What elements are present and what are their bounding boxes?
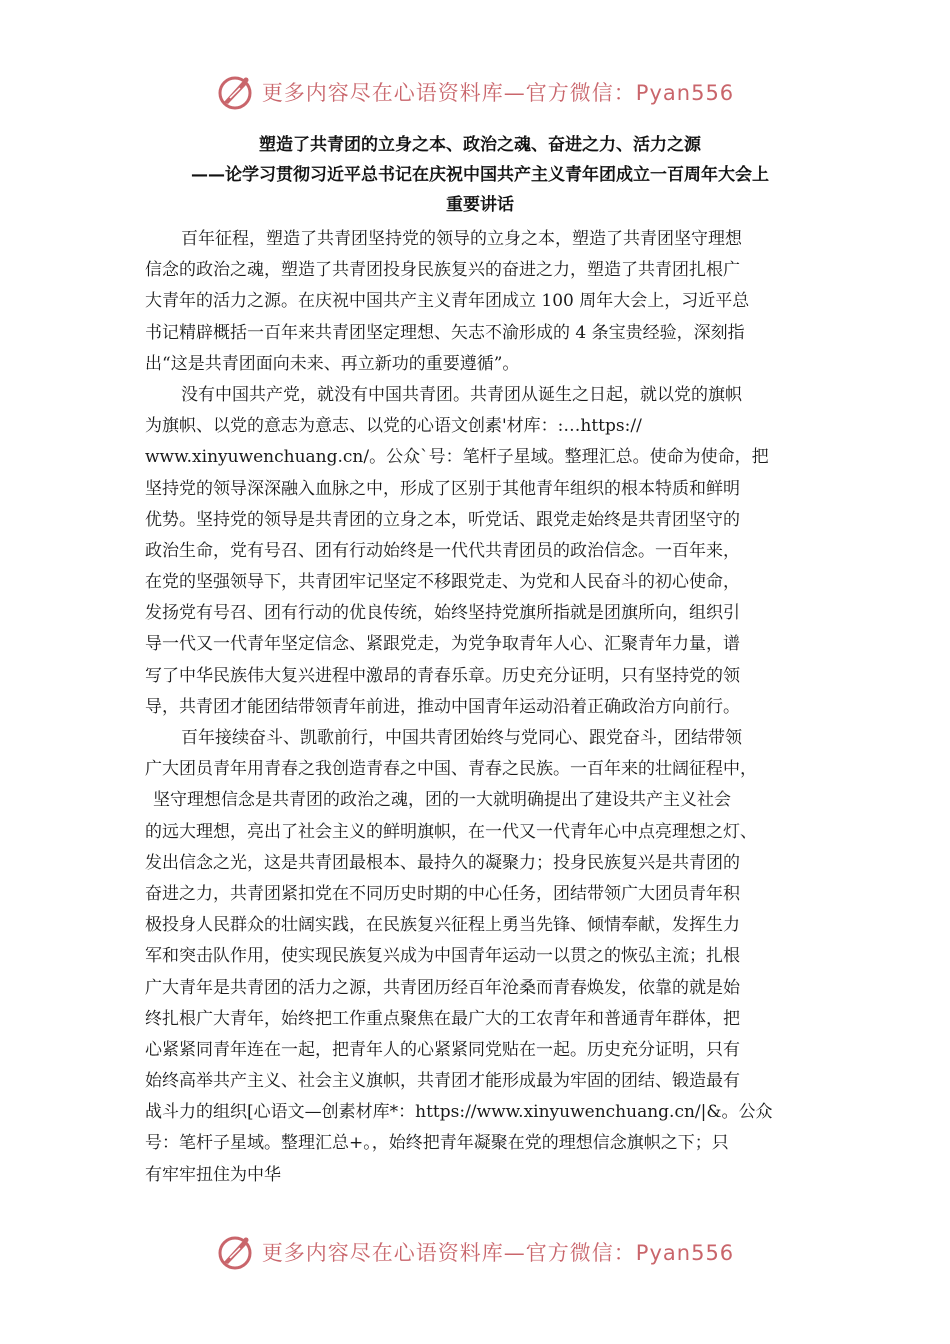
body-line: 有牢牢扭住为中华 <box>145 1164 281 1185</box>
body-line: 心紧紧同青年连在一起，把青年人的心紧紧同党贴在一起。历史充分证明，只有 <box>145 1039 740 1060</box>
body-line: 导一代又一代青年坚定信念、紧跟党走，为党争取青年人心、汇聚青年力量，谱 <box>145 634 740 655</box>
banner-text: 更多内容尽在心语资料库—官方微信：Pyan556 <box>261 1241 735 1265</box>
body-line: 广大青年是共青团的活力之源，共青团历经百年沧桑而青春焕发，依靠的就是始 <box>145 977 740 998</box>
header-banner <box>0 70 950 114</box>
title-block <box>140 130 820 220</box>
body-line: 终扎根广大青年，始终把工作重点聚焦在最广大的工农青年和普通青年群体，把 <box>145 1008 740 1029</box>
body-line: 发扬党有号召、团有行动的优良传统，始终坚持党旗所指就是团旗所向，组织引 <box>145 603 740 624</box>
article-body <box>145 224 820 1191</box>
body-line: 发出信念之光，这是共青团最根本、最持久的凝聚力；投身民族复兴是共青团的 <box>145 852 740 873</box>
body-line: www.xinyuwenchuang.cn/。公众`号：笔杆子星域。整理汇总。使命为使命，把 <box>145 447 769 468</box>
banner-text: 更多内容尽在心语资料库—官方微信：Pyan556 <box>261 81 735 105</box>
body-line: 书记精辟概括一百年来共青团坚定理想、矢志不渝形成的 4 条宝贵经验，深刻指 <box>145 322 745 343</box>
body-line: 没有中国共产党，就没有中国共青团。共青团从诞生之日起，就以党的旗帜 <box>181 384 742 405</box>
body-line: 奋进之力，共青团紧扣党在不同历史时期的中心任务，团结带领广大团员青年积 <box>145 883 740 904</box>
pen-nib-logo <box>216 1232 256 1272</box>
footer-banner <box>0 1230 950 1274</box>
body-line: 为旗帜、以党的意志为意志、以党的心语文创素'材库：:…https:// <box>145 416 642 437</box>
subtitle-line-1: ——论学习贯彻习近平总书记在庆祝中国共产主义青年团成立一百周年大会上 <box>191 165 769 185</box>
body-line: 优势。坚持党的领导是共青团的立身之本，听党话、跟党走始终是共青团坚守的 <box>145 509 740 530</box>
body-line: 大青年的活力之源。在庆祝中国共产主义青年团成立 100 周年大会上，习近平总 <box>145 291 750 312</box>
body-line: 在党的坚强领导下，共青团牢记坚定不移跟党走、为党和人民奋斗的初心使命， <box>145 572 740 593</box>
body-line: 信念的政治之魂，塑造了共青团投身民族复兴的奋进之力，塑造了共青团扎根广 <box>145 260 740 281</box>
body-line: 导，共青团才能团结带领青年前进，推动中国青年运动沿着正确政治方向前行。 <box>145 696 740 717</box>
body-line: 始终高举共产主义、社会主义旗帜，共青团才能形成最为牢固的团结、锻造最有 <box>145 1071 740 1092</box>
body-line: 极投身人民群众的壮阔实践，在民族复兴征程上勇当先锋、倾情奉献，发挥生力 <box>145 915 740 936</box>
body-line: 百年征程，塑造了共青团坚持党的领导的立身之本，塑造了共青团坚守理想 <box>181 229 742 249</box>
body-line: 写了中华民族伟大复兴进程中激昂的青春乐章。历史充分证明，只有坚持党的领 <box>145 665 740 686</box>
subtitle-line-2: 重要讲话 <box>446 195 514 215</box>
body-line: 战斗力的组织[心语文—创素材库*：https://www.xinyuwenchuang.cn/|&。公众 <box>145 1102 773 1123</box>
body-line: 军和突击队作用，使实现民族复兴成为中国青年运动一以贯之的恢弘主流；扎根 <box>145 946 740 967</box>
body-line: 政治生命，党有号召、团有行动始终是一代代共青团员的政治信念。一百年来， <box>145 540 740 561</box>
body-line: 广大团员青年用青春之我创造青春之中国、青春之民族。一百年来的壮阔征程中， <box>145 759 757 780</box>
body-line: 坚持党的领导深深融入血脉之中，形成了区别于其他青年组织的根本特质和鲜明 <box>145 478 740 499</box>
body-line: 坚守理想信念是共青团的政治之魂，团的一大就明确提出了建设共产主义社会 <box>153 790 731 811</box>
body-line: 百年接续奋斗、凯歌前行，中国共青团始终与党同心、跟党奋斗，团结带领 <box>181 728 742 748</box>
body-line: 的远大理想，亮出了社会主义的鲜明旗帜，在一代又一代青年心中点亮理想之灯、 <box>145 821 757 842</box>
body-line: 号：笔杆子星域。整理汇总+。，始终把青年凝聚在党的理想信念旗帜之下；只 <box>145 1133 729 1154</box>
main-title: 塑造了共青团的立身之本、政治之魂、奋进之力、活力之源 <box>259 135 701 155</box>
body-line: 出“这是共青团面向未来、再立新功的重要遵循”。 <box>145 353 520 374</box>
pen-nib-logo <box>216 72 256 112</box>
